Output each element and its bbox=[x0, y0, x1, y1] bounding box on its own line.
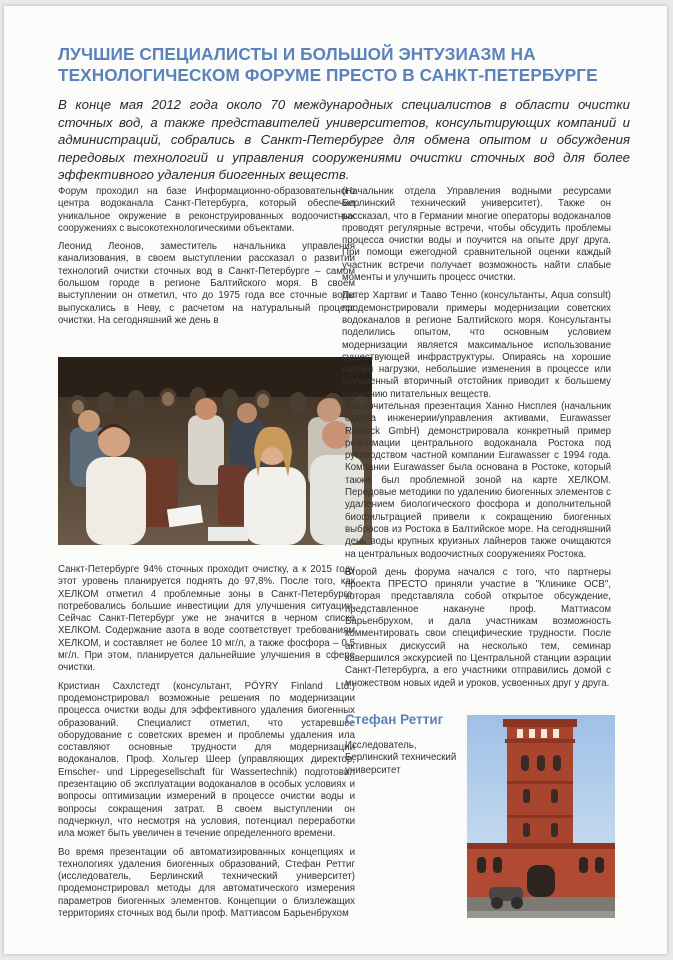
column-1-top bbox=[58, 186, 355, 333]
article-title bbox=[58, 44, 638, 86]
article-title-line-1: ЛУЧШИЕ СПЕЦИАЛИСТЫ И БОЛЬШОЙ ЭНТУЗИАЗМ НА bbox=[58, 44, 536, 64]
paragraph-second-day: Второй день форума начался с того, что партнеры проекта ПРЕСТО приняли участие в "Клинике ОСВ", которая представляла собой открытое обсуждение, представленное накануне проф. Маттиасом Барьенбрухом, и дала участникам возможность комментировать свои специфические трудности. После активных дискуссий на несколько тем, семинар завершился экскурсией по Центральной станции аэрации Санкт-Петербурга, а его участники отправились домой с множеством новых идей и уроков, усвоенных друг у друга. bbox=[345, 566, 611, 689]
column-2-bottom bbox=[345, 401, 611, 696]
author-role: Исследователь, Берлинский технический университет bbox=[345, 740, 457, 776]
tower-photo-illustration bbox=[467, 715, 615, 918]
paragraph-rettig-presentation-continued: (Начальник отдела Управления водными ресурсами Берлинский технический университет). Также он рассказал, что в Германии многие операторы водоканалов проводят регулярные встречи, чтобы обсудить проблемы процесса очистки воды и поучится на опыте друг друга. При помощи ежегодной сравнительной оценки каждый участник встречи получает возможность найти слабые моменты и улучшить процесс очистки. bbox=[342, 186, 611, 284]
conference-photo-illustration bbox=[58, 357, 372, 545]
conference-audience-photo bbox=[58, 357, 372, 545]
paragraph-rettig-presentation: Во время презентации об автоматизированных концепциях и технологиях удаления биогенных образований, Стефан Реттиг (исследователь, Берлинский технический университет) продемонстрировал методы для автоматического измерения параметров биогенных элементов. Концепции о близлежащих территориях сточных вод были проф. Маттиасом Барьенбрухом bbox=[58, 846, 355, 920]
paragraph-sahlstedt: Кристиан Сахлстедт (консультант, PÖYRY Finland Ltd.) продемонстрировал возможные решения по модернизации процесса очистки воды для эффективного удаления биогенных образований. Специалист отметил, что устаревшее оборудование с советских времен и проблемы удаления ила составляют основные трудности для модернизации водоканалов. Проф. Хольгер Шеер (управляющих директор, Emscher- und Lippegesellschaft für Wassertechnik) подготовил презентацию об эксплуатации водоканалов в особых условиях и вопросы оптимизации измерений в процессе очистки воды и вопросы сокращения затрат. В своем выступлении он подчеркнул, что несмотря на условия, потенциал переработки ила может быть увеличен в течение определенного времени. bbox=[58, 680, 355, 840]
magazine-page bbox=[4, 6, 667, 954]
column-1-bottom bbox=[58, 564, 355, 926]
author-name: Стефан Реттиг bbox=[345, 712, 444, 727]
paragraph-leonov: Леонид Леонов, заместитель начальника управления канализования, в своем выступлении рассказал о развитии технологий очистки сточных вод в Санкт-Петербурге – самом большом городе в регионе Балтийского моря. В своем выступлении он отметил, что до 1975 года все сточные воды выпускались в Неву, с расчетом на натуральный процесс очистки. На сегодняшний же день в bbox=[58, 241, 355, 326]
paragraph-hartwig-tenno: Петер Хартвиг и Тааво Тенно (консультанты, Aqua consult) продемонстрировали примеры модернизации советских водоканалов в регионе Балтийского моря. Консультанты поделились опытом, что основным условием модернизации является максимальное использование существующей инфраструктуры. Опираясь на хорошие оценки нагрузки, небольшие изменения в процессе или улучшенный вторичный отстойник приводит к большему снижению питательных веществ. bbox=[342, 290, 611, 400]
red-brick-tower-photo bbox=[467, 715, 615, 918]
paragraph-forum-venue: Форум проходил на базе Информационно-образовательного центра водоканала Санкт-Петербурга, который обеспечил уникальное окружение в реконструированных водоочистных сооружениях с высокотехнологическими объектами. bbox=[58, 186, 355, 234]
paragraph-leonov-continued: Санкт-Петербурге 94% сточных проходит очистку, а к 2015 году этот уровень планируется поднять до 97,8%. После того, как ХЕЛКОМ отметил 4 проблемные зоны в Санкт-Петербурге, потребовались большие инвестиции для улучшения ситуации. Сейчас Санкт-Петербург уже не значится в черном списке ХЕЛКОМ. Содержание азота в воде соответствует требованиям ХЕЛКОМ, и составляет не более 10 мг/л, а также фосфора – 0.5 мг/л. При этом, планируется дальнейшие улучшения в сфере очистки. bbox=[58, 564, 355, 674]
author-block bbox=[345, 712, 460, 777]
column-2-top bbox=[342, 186, 611, 407]
article-title-line-2: ТЕХНОЛОГИЧЕСКОМ ФОРУМЕ ПРЕСТО В САНКТ-ПЕТЕРБУРГЕ bbox=[58, 65, 598, 85]
paragraph-nisplei: Заключительная презентация Ханно Нисплея (начальник отдела инженерии/управления активами, Eurawasser Rostock GmbH) демонстрировала конкретный пример реанимации центрального водоканала Ростока под руководством частной компании Eurawasser с 1994 года. Компании Eurawasser была основана в Ростоке, который также был проблемной зоной на карте ХЕЛКОМ. Передовые методики по удалению биогенных элементов с удалением биологического фосфора и дополнительной биофильтрацией привели к сокращению биогенных выбросов из Ростока в Балтийское море. На сегодняшний день воды крупных круизных лайнеров также очищаются на центральных водоочистных сооружениях Ростока. bbox=[345, 401, 611, 560]
article-lead: В конце мая 2012 года около 70 международных специалистов в области очистки сточных вод, а также представителей университетов, консультирующих компаний и администраций, собрались в Санкт-Петербурге для обмена опытом и обсуждения передовых технологий и управления сооружениями очистки сточных вод для более эффективного удаления биогенных веществ. bbox=[58, 97, 630, 183]
